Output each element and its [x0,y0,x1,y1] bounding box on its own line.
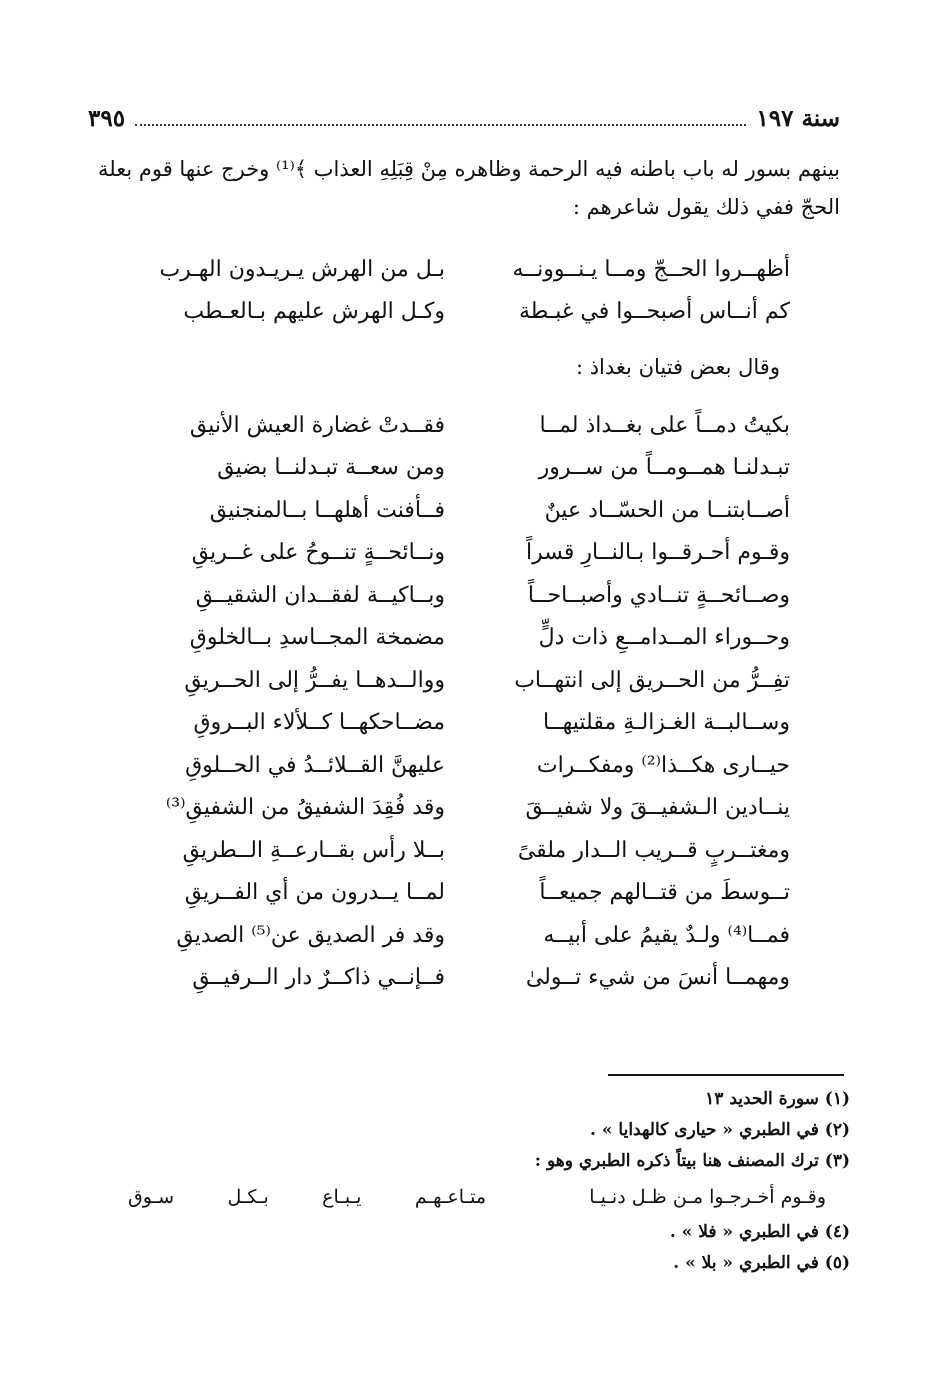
footnote-2: (٢) في الطبري « حيارى كالهدايا » . [590,1120,850,1140]
footnotes [88,1084,850,1279]
verse-first-hemistich: وحــوراء المــدامــعِ ذات دلٍّ [538,625,790,651]
footnote-divider [608,1074,844,1076]
verse-row [140,248,790,290]
verse-second-hemistich: ومن سعــة تبـدلنــا بضيق [217,455,445,481]
verse-second-hemistich: لمــا يــدرون من أي الفــريقِ [184,880,445,906]
transition-line: وقال بعض فتيان بغداذ : [575,355,780,379]
verse-first-hemistich: تــوسطَ من قتــالهم جميعــاً [539,880,790,906]
verse-row [140,957,790,1000]
verse-second-hemistich: وقد فُقِدَ الشفيقُ من الشفيقِ⁽³⁾ [165,795,445,821]
intro-line-2: الحجّ ففي ذلك يقول شاعرهم : [572,195,840,219]
verse-row [140,404,790,447]
poem-1 [140,248,790,332]
verse-row [140,914,790,957]
verse-first-hemistich: وســالبــة الغـزالـةِ مقلتيهــا [543,710,790,736]
verse-second-hemistich: وبــاكيــة لفقــدان الشقيــقِ [195,582,445,608]
intro-line-1: بينهم بسور له باب باطنه فيه الرحمة وظاهره مِنْ قِبَلِهِ العذاب ﴾⁽¹⁾ وخرج عنها قوم بعلة [98,157,840,181]
header-dotted-leader [135,124,746,126]
footnote-3-verse [88,1177,850,1217]
verse-row [140,787,790,830]
verse-first-hemistich: كم أنــاس أصبحــوا في غبـطة [518,298,790,324]
verse-first-hemistich: ومهمــا أنسَ من شيء تــولىٰ [525,965,790,991]
poem-2 [140,404,790,999]
intro-paragraph [88,150,840,226]
verse-row [140,744,790,787]
footnote-verse-first: وقـوم أخـرجـوا مـن ظـل دنـيـا [589,1186,826,1208]
footnote-verse-second: متـاعـهـم يـبـاع بـكـل سـوق [128,1186,486,1208]
page-header [88,92,840,132]
verse-row [140,872,790,915]
footnote-5: (٥) في الطبري « بلا » . [673,1253,850,1273]
verse-second-hemistich: مضمخة المجــاسدِ بــالخلوقِ [189,625,445,651]
verse-second-hemistich: عليهنَّ القــلائــدُ في الحــلوقِ [185,752,445,778]
running-title: سنة ١٩٧ [756,105,840,132]
verse-row [140,290,790,332]
verse-second-hemistich: ووالــدهــا يفــرُّ إلى الحــريقِ [184,667,445,693]
verse-first-hemistich: حيــارى هكــذا⁽²⁾ ومفكــرات [536,752,790,778]
verse-row [140,489,790,532]
verse-row [140,574,790,617]
verse-first-hemistich: بكيتُ دمــاً على بغــداذ لمــا [539,412,790,438]
verse-first-hemistich: أظهــروا الحــجّ ومــا يـنــوونــه [512,256,790,282]
verse-row [140,829,790,872]
verse-first-hemistich: وقـوم أحـرقــوا بـالنــارِ قسراً [526,540,790,566]
verse-second-hemistich: فــأفنت أهلهــا بــالمنجنيق [209,497,445,523]
verse-first-hemistich: أصــابتنــا من الحسّــاد عينٌ [544,497,790,523]
footnote-1: (١) سورة الحديد ١٣ [705,1089,850,1109]
verse-row [140,659,790,702]
verse-second-hemistich: بـل من الهرش يـريـدون الهـرب [159,256,445,282]
verse-row [140,447,790,490]
verse-first-hemistich: ينــادين الـشفيــقَ ولا شفيــقَ [525,795,790,821]
verse-row [140,617,790,660]
verse-first-hemistich: ومغتــربٍ قــريب الــدار ملقىً [517,837,790,863]
verse-second-hemistich: وكـل الهرش عليهم بـالعـطب [183,298,445,324]
verse-second-hemistich: مضــاحكهــا كــلألاء البــروقِ [193,710,445,736]
verse-row [140,532,790,575]
verse-second-hemistich: فقــدتْ غضارة العيش الأنيق [189,412,445,438]
verse-second-hemistich: فــإنــي ذاكــرٌ دار الــرفيــقِ [192,965,445,991]
verse-second-hemistich: ونــائحــةٍ تنــوحُ على غــريقِ [191,540,445,566]
verse-first-hemistich: تبـدلنـا همــومــاً من ســرور [538,455,790,481]
verse-row [140,702,790,745]
page-number: ٣٩٥ [88,105,126,132]
footnote-4: (٤) في الطبري « فلا » . [669,1222,850,1242]
verse-first-hemistich: تفِــرُّ من الحــريق إلى انتهــاب [514,667,790,693]
verse-second-hemistich: بــلا رأس بقــارعــةِ الــطريقِ [182,837,445,863]
verse-second-hemistich: وقد فر الصديق عن⁽⁵⁾ الصديقِ [176,922,445,948]
footnote-3: (٣) ترك المصنف هنا بيتاً ذكره الطبري وهو : [534,1151,850,1171]
verse-first-hemistich: فمــا⁽⁴⁾ ولـدٌ يقيمُ على أبيــه [543,922,790,948]
verse-first-hemistich: وصــائحــةٍ تنــادي وأصبــاحــاً [527,582,790,608]
